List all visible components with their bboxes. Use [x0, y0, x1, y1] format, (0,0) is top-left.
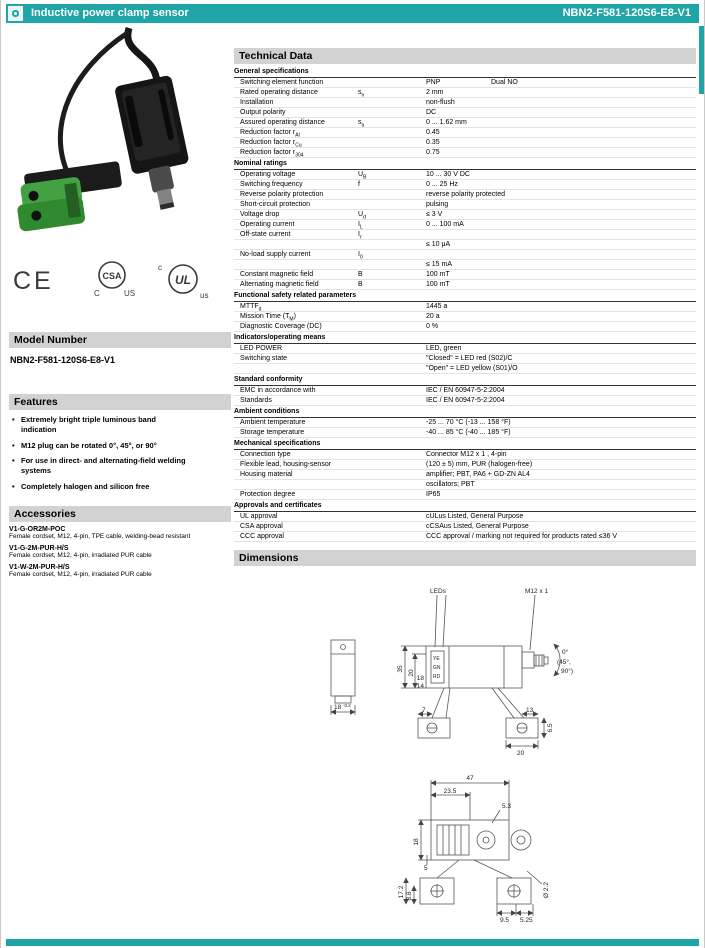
right-column — [234, 48, 696, 933]
section-title: Approvals and certificates — [234, 500, 696, 512]
feature-item: • Completely halogen and silicon free — [11, 482, 231, 492]
features-list — [11, 415, 231, 492]
dim-8-6: 8.6 — [406, 891, 413, 901]
dim-5: 5 — [424, 865, 428, 872]
table-row: Operating voltage $U_B$ 10 ... 30 V DC — [234, 170, 696, 180]
table-row: Alternating magnetic field B 100 mT — [234, 280, 696, 290]
accessory-name: V1-W-2M-PUR-H/S — [9, 563, 70, 571]
dim-leds-label: LEDs — [430, 588, 446, 595]
dim-18: 18 — [416, 675, 424, 682]
table-row: UL approval cULus Listed, General Purpose — [234, 512, 696, 522]
dim-m12-label: M12 x 1 — [525, 588, 549, 595]
csa-c-text: C — [93, 289, 100, 298]
table-row: Storage temperature -40 ... 85 °C (-40 ... 185 °F) — [234, 428, 696, 438]
section-title: Nominal ratings — [234, 158, 696, 170]
features-heading: Features — [9, 394, 231, 410]
dim-9-5: 9.5 — [500, 917, 510, 924]
dim-rot-0: 0° — [562, 649, 569, 656]
table-row: $MTTF_d$ 1445 a — [234, 302, 696, 312]
table-row: Operating current $I_L$ 0 ... 100 mA — [234, 220, 696, 230]
certification-marks — [13, 256, 231, 300]
table-row: Reverse polarity protection reverse polarity protected — [234, 190, 696, 200]
csa-us-text: US — [123, 289, 135, 298]
feature-item: • Extremely bright triple luminous band indication — [11, 415, 231, 435]
feature-item: • For use in direct- and alternating-field welding systems — [11, 456, 231, 476]
section-title: Mechanical specifications — [234, 438, 696, 450]
dim-led-ye: YE — [433, 656, 440, 662]
technical-data-heading: Technical Data — [234, 48, 696, 64]
table-row: Connection type Connector M12 x 1 , 4-pin — [234, 450, 696, 460]
accessory-description: Female cordset, M12, 4-pin, irradiated PUR cable — [9, 570, 152, 578]
table-row: Assured operating distance $s_a$ 0 ... 1.62 mm — [234, 118, 696, 128]
ul-c-text: c — [157, 263, 162, 272]
accessory-item — [9, 564, 231, 579]
section-title: Indicators/operating means — [234, 332, 696, 344]
dim-5-25: 5.25 — [520, 917, 533, 924]
accessories-heading: Accessories — [9, 506, 231, 522]
table-row: LED POWER LED, green — [234, 344, 696, 354]
ce-mark-icon: CE — [13, 267, 54, 295]
table-row: oscillators; PBT — [234, 480, 696, 490]
accessory-item — [9, 526, 231, 541]
accessory-description: Female cordset, M12, 4-pin, irradiated PUR cable — [9, 551, 152, 559]
table-row: Output polarity DC — [234, 108, 696, 118]
table-row: Installation non-flush — [234, 98, 696, 108]
table-row: EMC in accordance with IEC / EN 60947-5-2:2004 — [234, 386, 696, 396]
product-photo — [9, 26, 231, 248]
csa-mark-icon — [88, 258, 140, 300]
dim-7: 7 — [422, 707, 426, 714]
table-row: Switching frequency f 0 ... 25 Hz — [234, 180, 696, 190]
table-row: Reduction factor $r_{304}$ 0.75 — [234, 148, 696, 158]
dim-5-3: 5.3 — [502, 803, 512, 810]
dim-23-5: 23.5 — [443, 788, 457, 795]
cul-us-mark-icon — [156, 258, 212, 300]
section-title: General specifications — [234, 66, 696, 78]
table-row: Diagnostic Coverage (DC) 0 % — [234, 322, 696, 332]
dim-d20: 20 — [517, 750, 525, 757]
accessory-name: V1-G-2M-PUR-H/S — [9, 544, 69, 552]
left-column — [9, 26, 231, 583]
table-row: No-load supply current $I_0$ — [234, 250, 696, 260]
table-row: Switching state "Closed" = LED red (S02)/C — [234, 354, 696, 364]
section-title: Functional safety related parameters — [234, 290, 696, 302]
accessory-item — [9, 545, 231, 560]
table-row: Standards IEC / EN 60947-5-2:2004 — [234, 396, 696, 406]
table-row: Off-state current $I_r$ — [234, 230, 696, 240]
table-row: Short-circuit protection pulsing — [234, 200, 696, 210]
product-photo-drawing — [9, 26, 231, 248]
dim-diameter-2-2: Ø 2.2 — [543, 882, 550, 898]
dim-led-gn: GN — [433, 665, 441, 671]
table-row: Housing material amplifier; PBT, PA6 + GD-ZN AL4 — [234, 470, 696, 480]
dim-led-rd: RD — [433, 674, 441, 680]
table-row: Protection degree IP65 — [234, 490, 696, 500]
table-row: Reduction factor $r_{Cu}$ 0.35 — [234, 138, 696, 148]
table-row: Switching element function PNP Dual NO — [234, 78, 696, 88]
table-row: "Open" = LED yellow (S01)/O — [234, 364, 696, 374]
dim-rot-90: 90°) — [561, 668, 573, 675]
dim-13: 13 — [526, 707, 534, 714]
dim-14: 14 — [416, 683, 424, 690]
dim-w18: 18 — [334, 704, 342, 711]
section-title: Ambient conditions — [234, 406, 696, 418]
table-row: Ambient temperature -25 ... 70 °C (-13 ... 158 °F) — [234, 418, 696, 428]
header-bar — [6, 4, 699, 23]
table-row: CSA approval cCSAus Listed, General Purpose — [234, 522, 696, 532]
ul-mark-text: UL — [174, 273, 191, 287]
accessory-name: V1-G-OR2M-POC — [9, 525, 66, 533]
page-title: Inductive power clamp sensor — [31, 7, 189, 19]
dimensions-svg — [234, 568, 696, 928]
dim-w18-tolerance: -0.2 — [343, 703, 351, 708]
feature-item: • M12 plug can be rotated 0°, 45°, or 90° — [11, 441, 231, 451]
table-row: Flexible lead, housing-sensor (120 ± 5) mm, PUR (halogen-free) — [234, 460, 696, 470]
table-row: Rated operating distance $s_n$ 2 mm — [234, 88, 696, 98]
table-row: CCC approval CCC approval / marking not required for products rated ≤36 V — [234, 532, 696, 542]
table-row: Constant magnetic field B 100 mT — [234, 270, 696, 280]
table-row: ≤ 15 mA — [234, 260, 696, 270]
sensor-pictogram-icon — [8, 6, 23, 21]
header-part-number: NBN2-F581-120S6-E8-V1 — [562, 7, 691, 19]
ul-us-text: us — [199, 291, 209, 300]
dim-v18: 18 — [413, 838, 420, 846]
model-number: NBN2-F581-120S6-E8-V1 — [10, 355, 116, 365]
accessory-description: Female cordset, M12, 4-pin, TPE cable, welding-bead resistant — [9, 532, 191, 540]
dim-6-5: 6.5 — [547, 723, 554, 733]
model-number-heading: Model Number — [9, 332, 231, 348]
table-row: Reduction factor $r_{Al}$ 0.45 — [234, 128, 696, 138]
dim-20: 20 — [408, 669, 415, 677]
section-title: Standard conformity — [234, 374, 696, 386]
table-row: Voltage drop $U_d$ ≤ 3 V — [234, 210, 696, 220]
dim-47: 47 — [466, 775, 474, 782]
dim-17-2: 17.2 — [398, 885, 405, 899]
dimensions-drawing — [234, 568, 696, 933]
dim-rot-45: (45°, — [557, 659, 571, 666]
dim-35: 35 — [397, 665, 404, 673]
footer-bar — [6, 939, 699, 946]
accessories-list — [9, 526, 231, 579]
technical-table — [234, 66, 696, 542]
csa-mark-text: CSA — [102, 271, 122, 281]
side-accent-stripe — [699, 26, 704, 94]
table-row: Mission Time $(T_M)$ 20 a — [234, 312, 696, 322]
table-row: ≤ 10 μA — [234, 240, 696, 250]
dimensions-heading: Dimensions — [234, 550, 696, 566]
